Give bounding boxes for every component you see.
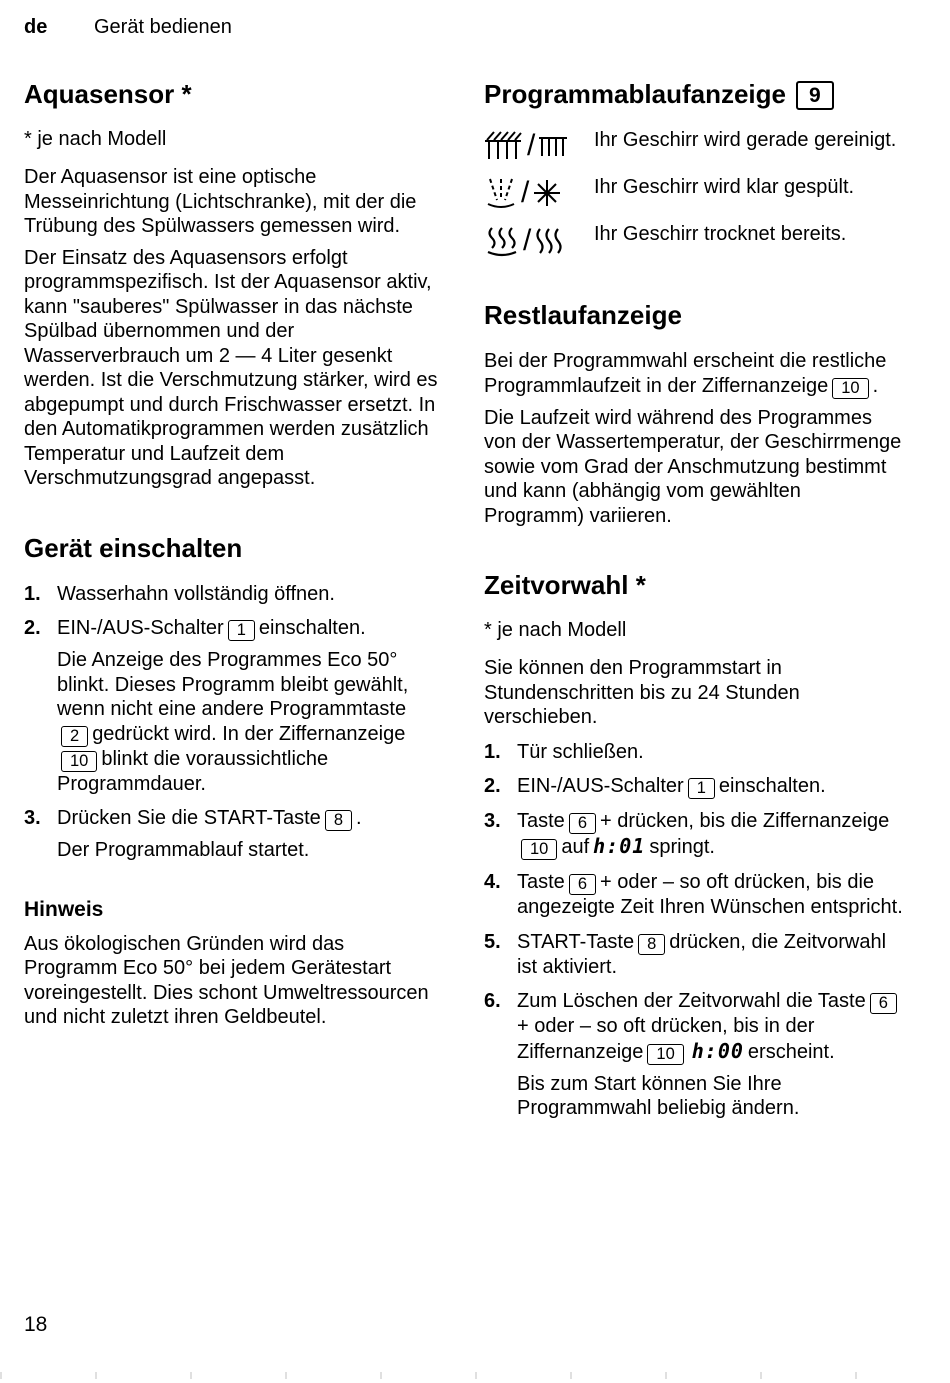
slash-separator: /: [523, 224, 532, 257]
step-text: [517, 774, 906, 799]
program-phase-table: [484, 128, 906, 258]
text-segment: Programmablaufanzeige: [484, 79, 786, 109]
numbered-step: [484, 774, 906, 806]
section-title-aquasensor: Aquasensor *: [24, 79, 192, 109]
text-segment: Bei der Programmwahl erscheint die restliche Programmlaufzeit in der Ziffernanzeige: [484, 350, 887, 397]
text-segment: EIN-/AUS-Schalter: [517, 775, 684, 797]
text-segment: drücken, die Zeitvorwahl ist aktiviert.: [517, 930, 887, 978]
spray-large-icon: [484, 130, 524, 162]
step-body: [57, 616, 440, 803]
section-title-restlaufanzeige: Restlaufanzeige: [484, 300, 682, 330]
step-number: 3.: [24, 807, 41, 829]
numbered-step: [484, 809, 906, 867]
numbered-step: [24, 806, 440, 870]
ref-box-1: 1: [228, 620, 255, 641]
text-segment: Die Anzeige des Programmes Eco 50° blinkt. Dieses Programm bleibt gewählt, wenn nicht eine andere Programmtaste: [57, 649, 409, 720]
numbered-step: [484, 989, 906, 1128]
step-body: [517, 809, 906, 867]
step-detail: [57, 648, 440, 796]
step-body: [517, 774, 906, 806]
steam-dish-icon: [484, 224, 520, 258]
step-number: 6.: [484, 990, 501, 1012]
seven-segment-value: h:00: [691, 1038, 744, 1063]
step-body: [57, 806, 440, 870]
ref-box-10: 10: [647, 1044, 683, 1065]
sparkle-icon: [532, 178, 562, 208]
step-text: [517, 930, 906, 980]
numbered-step: [24, 582, 440, 614]
text-segment: Taste: [517, 810, 565, 832]
step-number: 2.: [24, 617, 41, 639]
step-text: [517, 989, 906, 1065]
step-body: [517, 930, 906, 987]
header-title: Gerät bedienen: [94, 16, 232, 38]
slash-separator: /: [521, 176, 530, 209]
drying-icon: [484, 222, 594, 258]
step-text: [57, 806, 440, 831]
step-text: Tür schließen.: [517, 740, 644, 763]
step-number: 3.: [484, 810, 501, 832]
step-body: [517, 870, 906, 927]
ref-box-8: 8: [638, 934, 665, 955]
paragraph: Sie können den Programmstart in Stundenschritten bis zu 24 Stunden verschieben.: [484, 657, 800, 728]
ref-box-1: 1: [688, 778, 715, 799]
ref-box-2: 2: [61, 726, 88, 747]
step-number: 4.: [484, 871, 501, 893]
text-segment: gedrückt wird. In der Ziffernanzeige: [92, 722, 406, 745]
hinweis-title: Hinweis: [24, 897, 104, 921]
paragraph: Die Laufzeit wird während des Programmes von der Wassertemperatur, der Geschirrmenge sowie vom Grad der Anschmutzung bestimmt und kann (abhängig vom gewählten Programm) variieren.: [484, 406, 902, 527]
right-column: [484, 67, 906, 1131]
text-segment: EIN-/AUS-Schalter: [57, 617, 224, 639]
step-detail: Der Programmablauf startet.: [57, 839, 310, 861]
text-segment: erscheint.: [747, 1040, 835, 1063]
text-segment: auf: [561, 836, 590, 858]
slash-separator: /: [527, 129, 536, 162]
rinse-stream-icon: [484, 177, 518, 209]
steam-icon: [534, 225, 564, 257]
text-segment: START-Taste: [517, 930, 635, 953]
numbered-step: [24, 616, 440, 803]
phase-text: Ihr Geschirr wird klar gespült.: [594, 176, 855, 198]
step-text: [517, 809, 906, 860]
language-code: de: [24, 16, 48, 38]
numbered-step: [484, 740, 906, 772]
model-note: * je nach Modell: [24, 128, 167, 150]
section-title-zeitvorwahl: Zeitvorwahl *: [484, 570, 646, 600]
paragraph: Der Einsatz des Aquasensors erfolgt programmspezifisch. Ist der Aquasensor aktiv, kann "sauberes" Spülwasser in das nächste Spülbad übernommen und der Wasserverbrauch um 2 — 4 Liter gesenkt werden. Ist die Verschmutzung stärker, wird es abgepumpt und durch Frischwasser ersetzt. In den Automatikprogrammen werden zusätzlich Temperatur und Laufzeit dem Verschmutzungsgrad angepasst.: [24, 246, 438, 489]
two-column-layout: [24, 67, 926, 1131]
section-title-geraet-einschalten: Gerät einschalten: [24, 532, 243, 563]
step-text: [517, 870, 906, 920]
step-body: [517, 989, 906, 1128]
text-segment: + oder – so oft drücken, bis die angezeigte Zeit Ihren Wünschen entspricht.: [517, 871, 903, 918]
text-segment: springt.: [649, 836, 715, 858]
step-text: Wasserhahn vollständig öffnen.: [57, 582, 335, 605]
phase-row: [484, 128, 906, 162]
text-segment: Zum Löschen der Zeitvorwahl die Taste: [517, 990, 866, 1012]
text-segment: einschalten.: [258, 617, 366, 639]
step-body: [517, 740, 906, 772]
page-header: [24, 16, 926, 39]
phase-row: [484, 222, 906, 258]
text-segment: + drücken, bis die Ziffernanzeige: [600, 810, 890, 832]
spray-small-icon: [538, 133, 568, 159]
step-text: [57, 616, 440, 641]
phase-text: Ihr Geschirr wird gerade gereinigt.: [594, 129, 897, 151]
ref-box-10: 10: [61, 751, 97, 772]
step-number: 1.: [484, 740, 501, 763]
numbered-step: [484, 930, 906, 987]
text-segment: Drücken Sie die START-Taste: [57, 807, 321, 829]
step-number: 1.: [24, 582, 41, 605]
text-segment: .: [872, 374, 879, 397]
step-number: 2.: [484, 775, 501, 797]
ref-box-9: 9: [796, 81, 834, 110]
numbered-step: [484, 870, 906, 927]
text-segment: + oder – so oft drücken, bis in der Ziffernanzeige: [517, 1015, 815, 1063]
section-title-programmablaufanzeige: [484, 79, 906, 110]
step-detail: Bis zum Start können Sie Ihre Programmwahl beliebig ändern.: [517, 1072, 800, 1119]
page-number: 18: [24, 1313, 48, 1336]
seven-segment-value: h:01: [593, 834, 646, 858]
ref-box-10: 10: [521, 839, 557, 860]
phase-row: [484, 175, 906, 209]
model-note: * je nach Modell: [484, 619, 627, 641]
step-body: [57, 582, 440, 614]
rinse-icon: [484, 175, 594, 209]
text-segment: einschalten.: [718, 775, 826, 797]
ref-box-6: 6: [569, 813, 596, 834]
hinweis-text: Aus ökologischen Gründen wird das Programm Eco 50° bei jedem Gerätestart voreingestellt. Dies schont Umweltressourcen und nicht zuletzt ihren Geldbeutel.: [24, 932, 429, 1028]
left-column: [24, 67, 440, 1131]
text-segment: .: [356, 807, 362, 829]
ref-box-6: 6: [870, 993, 897, 1014]
paragraph: [484, 349, 906, 399]
text-segment: Taste: [517, 871, 565, 893]
ref-box-6: 6: [569, 874, 596, 895]
paragraph: Der Aquasensor ist eine optische Messeinrichtung (Lichtschranke), mit der die Trübung des Spülwassers gemessen wird.: [24, 166, 417, 237]
text-segment: blinkt die voraussichtliche Programmdauer.: [57, 747, 329, 795]
step-number: 5.: [484, 930, 501, 953]
ref-box-10: 10: [832, 378, 868, 399]
print-marks: [0, 1372, 950, 1379]
ref-box-8: 8: [325, 810, 352, 831]
cleaning-icon: [484, 128, 594, 162]
phase-text: Ihr Geschirr trocknet bereits.: [594, 223, 847, 245]
